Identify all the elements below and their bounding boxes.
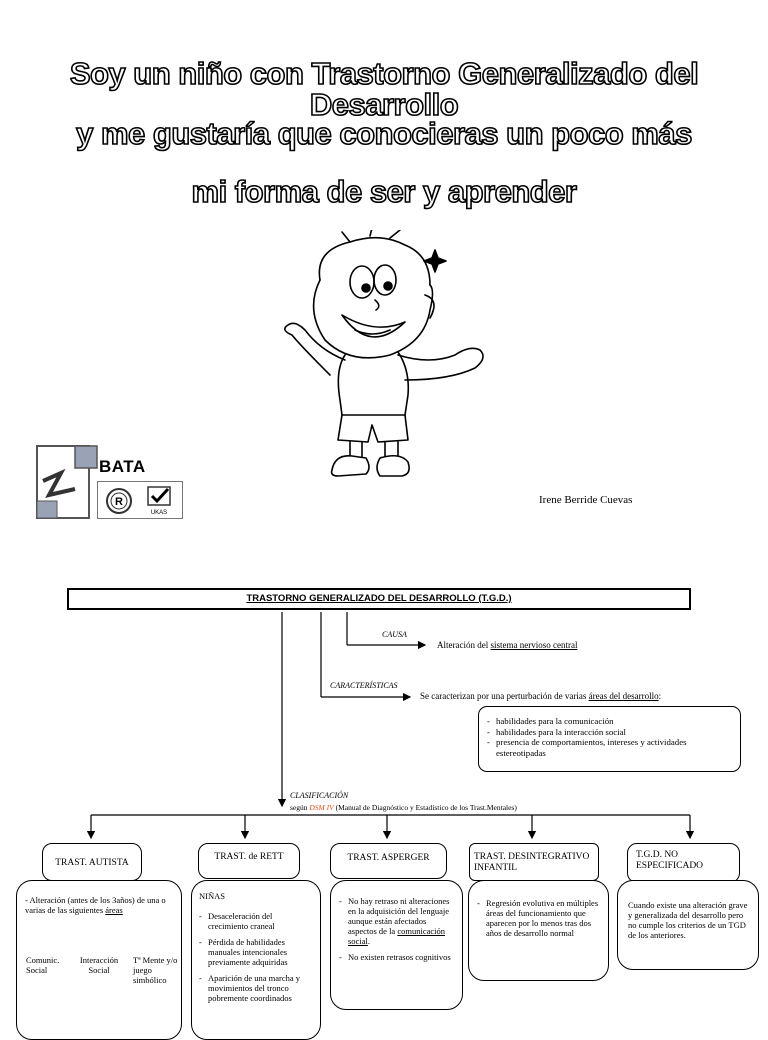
asperger-item1-end: .	[367, 936, 370, 946]
category-tgd-no-especificado: T.G.D. NO ESPECIFICADO	[627, 843, 740, 883]
clasif-prefix: según	[290, 803, 310, 812]
diagram-main-title: TRASTORNO GENERALIZADO DEL DESARROLLO (T.G.D.)	[67, 588, 691, 610]
author-name: Irene Berride Cuevas	[539, 494, 633, 506]
category-trast-asperger: TRAST. ASPERGER	[330, 843, 447, 879]
registered-letter: R	[115, 496, 123, 508]
category-trast-desintegrativo: TRAST. DESINTEGRATIVO INFANTIL	[469, 843, 599, 881]
rett-item: - Aparición de una marcha y movimientos del tronco pobremente coordinados	[199, 973, 314, 1003]
asperger-item1-link: comunicación social	[348, 926, 446, 946]
area-item: - habilidades para la interacción social	[487, 727, 732, 738]
desintegrativo-item: - Regresión evolutiva en múltiples áreas del funcionamiento que aparecen por lo menos tras dos años de desarrollo normal	[477, 898, 602, 938]
title-line-1: Soy un niño con Trastorno Generalizado del Desarrollo	[69, 56, 699, 122]
caracteristicas-text	[420, 691, 661, 702]
causa-text-prefix: Alteración del	[437, 640, 491, 650]
causa-text	[437, 640, 577, 651]
autista-intro	[25, 895, 173, 915]
clasif-suffix: (Manual de Diagnóstico y Estadístico de los Trast.Mentales)	[333, 803, 517, 812]
title-line-3: mi forma de ser y aprender	[191, 174, 577, 209]
caract-text-link: áreas del desarrollo	[588, 691, 659, 701]
category-trast-rett: TRAST. de RETT	[198, 843, 300, 879]
asperger-item1-text: No hay retraso ni alteraciones en la adquisición del lenguaje aunque están afectados aspectos de la	[348, 896, 450, 936]
autista-intro-prefix: - Alteración (antes de los 3años) de una o varias de las siguientes	[25, 895, 166, 915]
logo-brand-text: BATA	[99, 457, 146, 476]
title-line-2: y me gustaría que conocieras un poco más	[76, 116, 692, 151]
caract-text-suffix: :	[658, 691, 662, 701]
causa-text-link: sistema nervioso central	[490, 640, 578, 650]
asperger-description	[330, 880, 463, 1010]
no-especificado-description	[617, 880, 759, 970]
no-especificado-text: Cuando existe una alteración grave y generalizada del desarrollo pero no cumple los criterios de un TGD de los anteriores.	[628, 900, 748, 940]
areas-box	[478, 706, 741, 772]
autista-area-comunic: Comunic. Social	[26, 955, 60, 975]
desintegrativo-description	[468, 880, 609, 981]
area-item: - habilidades para la comunicación	[487, 716, 732, 727]
rett-item: - Pérdida de habilidades manuales intencionales previamente adquiridas	[199, 937, 314, 967]
caracteristicas-label: CARACTERÍSTICAS	[330, 681, 398, 690]
causa-label: CAUSA	[382, 630, 407, 639]
clasificacion-label: CLASIFICACIÓN	[290, 791, 349, 800]
rett-item: - Desaceleración del crecimiento craneal	[199, 911, 314, 931]
ukas-text: UKAS	[150, 510, 168, 516]
rett-description	[191, 880, 321, 1040]
caract-text-prefix: Se caracterizan por una perturbación de varias	[420, 691, 589, 701]
asperger-item	[339, 896, 456, 946]
asperger-item: - No existen retrasos cognitivos	[339, 952, 456, 962]
category-trast-autista: TRAST. AUTISTA	[42, 843, 142, 881]
area-item: - presencia de comportamientos, intereses y actividades estereotipadas	[487, 737, 732, 758]
clasificacion-text	[290, 803, 517, 812]
autista-intro-link: áreas	[105, 905, 123, 915]
rett-header: NIÑAS	[199, 891, 225, 901]
dsm-iv-label: DSM IV	[309, 803, 334, 812]
autista-area-mente: Tª Mente y/o juego simbólico	[133, 955, 178, 985]
autista-area-interaccion: Interacción Social	[79, 955, 119, 975]
